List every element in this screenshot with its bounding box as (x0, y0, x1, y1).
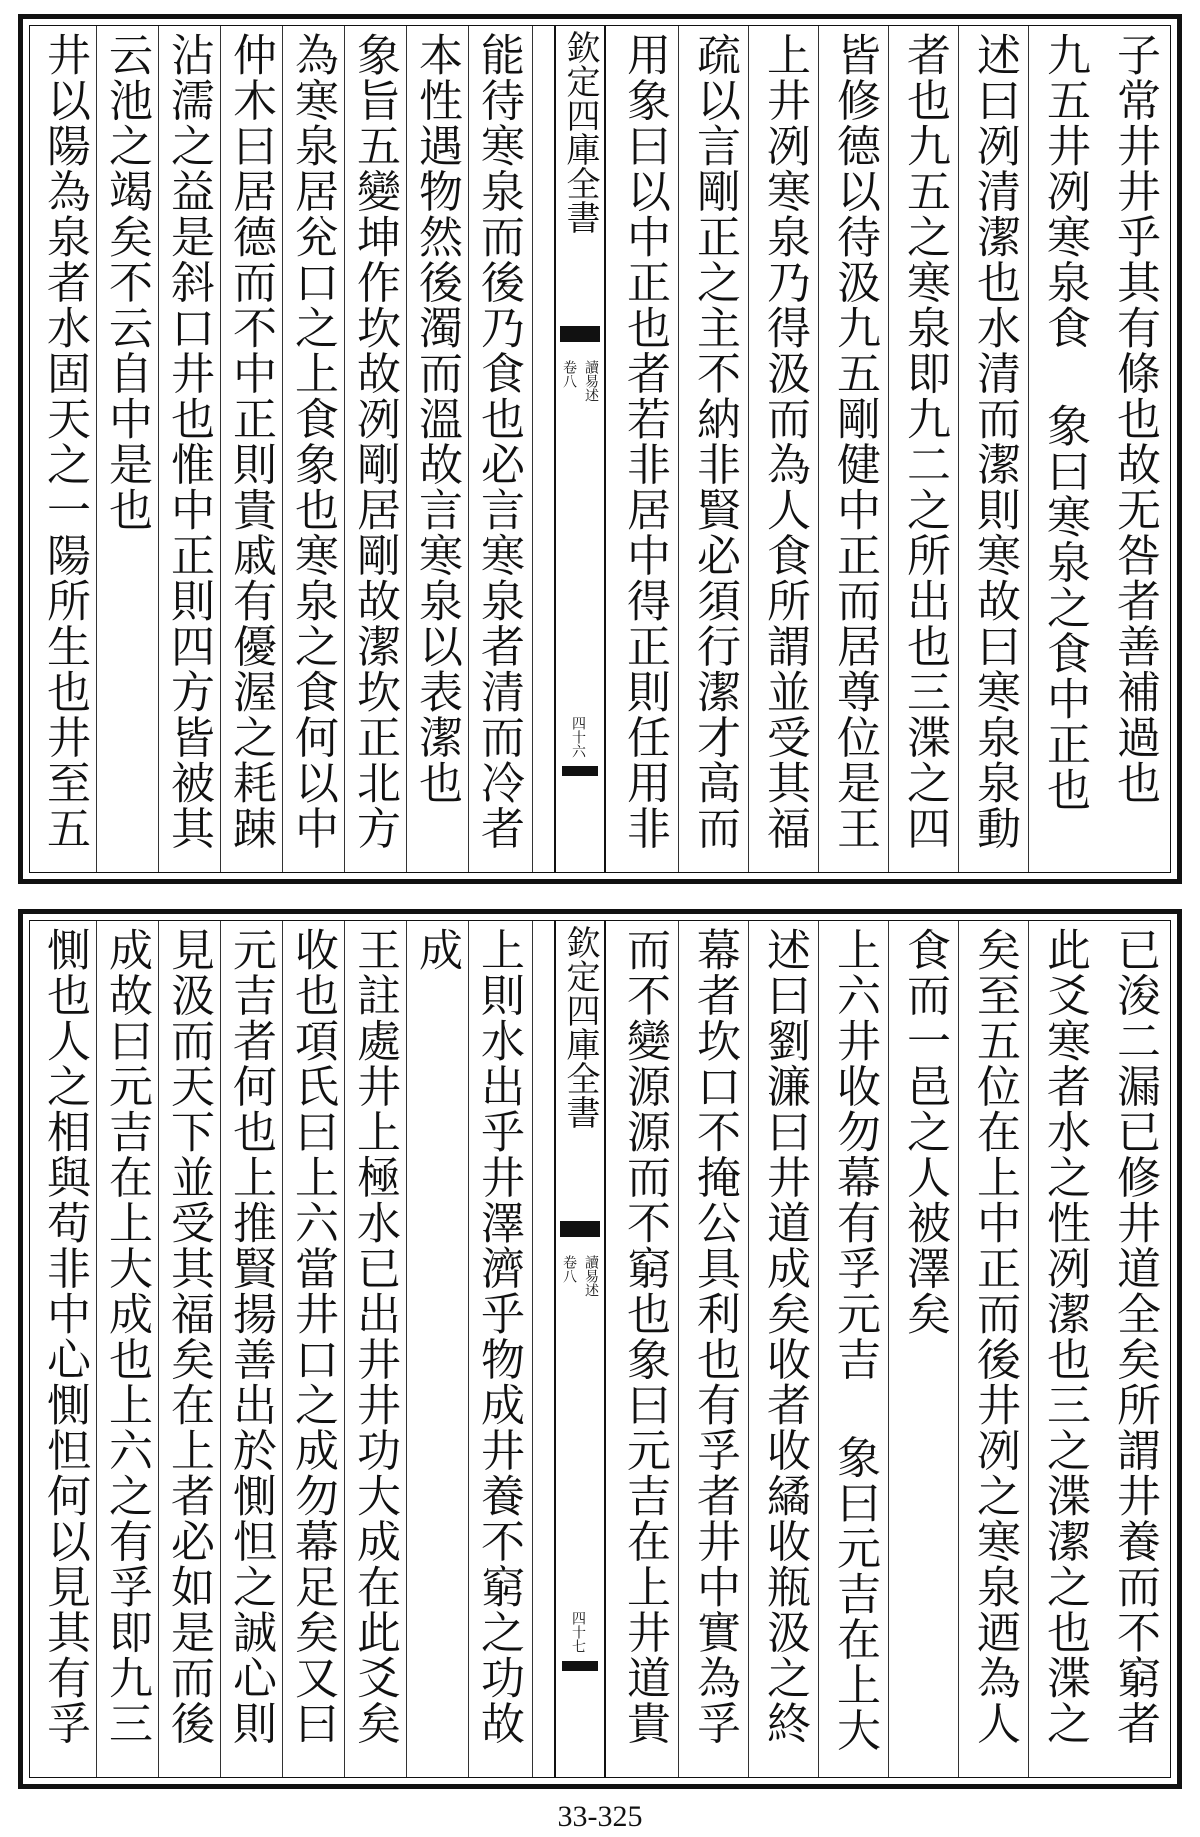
text-column: 王註處井上極水已出井井功大成在此爻矣 (349, 927, 400, 1746)
text-column: 用象曰以中正也者若非居中得正則任用非 (619, 32, 670, 851)
bottom-mark (562, 1661, 598, 1671)
center-title: 欽定四庫全書 (560, 30, 600, 234)
bottom-mark (562, 766, 598, 776)
text-column: 成故曰元吉在上大成也上六之有孚即九三 (101, 927, 152, 1746)
text-column: 元吉者何也上推賢揚善出於惻怛之誠心則 (225, 927, 276, 1746)
text-column: 收也項氏曰上六當井口之成勿幕足矣又曰 (287, 927, 338, 1746)
leaf-number: 四十六 (570, 716, 586, 758)
text-column: 皆修德以待汲九五剛健中正而居尊位是王 (829, 32, 880, 851)
juan-label: 卷八 (561, 1255, 577, 1283)
text-column: 沾濡之益是斜口井也惟中正則四方皆被其 (163, 32, 214, 851)
text-column: 本性遇物然後濁而溫故言寒泉以表潔也 (411, 32, 462, 806)
text-column: 子常井井乎其有條也故无咎者善補過也 (1109, 32, 1160, 806)
text-column: 為寒泉居兊口之上食象也寒泉之食何以中 (287, 32, 338, 851)
bottom-page-frame (29, 920, 1171, 1778)
text-column: 述曰冽清潔也水清而潔則寒故曰寒泉泉動 (969, 32, 1020, 851)
text-column: 仲木曰居德而不中正則貴戚有優渥之耗踈 (225, 32, 276, 851)
book-name: 讀易述 (583, 1255, 599, 1297)
text-column: 此爻寒者水之性冽潔也三之渫潔之也渫之 (1039, 927, 1090, 1746)
fishtail-mark (560, 326, 600, 342)
top-page-frame (29, 25, 1171, 873)
leaf-number: 四十七 (570, 1611, 586, 1653)
page-number: 33-325 (557, 1800, 643, 1833)
text-column: 成 (411, 927, 462, 973)
text-column: 象旨五變坤作坎故冽剛居剛故潔坎正北方 (349, 32, 400, 851)
bottom-page (18, 909, 1182, 1789)
text-column: 矣至五位在上中正而後井冽之寒泉迺為人 (969, 927, 1020, 1746)
text-column: 幕者坎口不掩公具利也有孚者井中實為孚 (689, 927, 740, 1746)
book-name: 讀易述 (583, 360, 599, 402)
text-column: 者也九五之寒泉即九二之所出也三渫之四 (899, 32, 950, 851)
text-column: 上則水出乎井澤濟乎物成井養不窮之功故 (473, 927, 524, 1746)
center-fold (554, 921, 606, 1777)
text-column: 而不變源源而不窮也象曰元吉在上井道貴 (619, 927, 670, 1746)
text-column: 井以陽為泉者水固天之一陽所生也井至五 (39, 32, 90, 851)
text-column: 上六井收勿幕有孚元吉 象曰元吉在上大 (829, 927, 880, 1753)
text-column: 能待寒泉而後乃食也必言寒泉者清而冷者 (473, 32, 524, 851)
juan-label: 卷八 (561, 360, 577, 388)
fishtail-mark (560, 1221, 600, 1237)
text-column: 食而一邑之人被澤矣 (899, 927, 950, 1337)
text-column: 已浚二漏已修井道全矣所謂井養而不窮者 (1109, 927, 1160, 1746)
text-column: 疏以言剛正之主不納非賢必須行潔才高而 (689, 32, 740, 851)
text-column: 惻也人之相與苟非中心惻怛何以見其有孚 (39, 927, 90, 1746)
text-column: 上井冽寒泉乃得汲而為人食所謂並受其福 (759, 32, 810, 851)
top-page (18, 14, 1182, 884)
text-column: 見汲而天下並受其福矣在上者必如是而後 (163, 927, 214, 1746)
center-title: 欽定四庫全書 (560, 925, 600, 1129)
text-column: 述曰劉濂曰井道成矣收者收繘收瓶汲之終 (759, 927, 810, 1746)
text-column: 九五井冽寒泉食 象曰寒泉之食中正也 (1039, 32, 1090, 813)
text-column: 云池之竭矣不云自中是也 (101, 32, 152, 533)
center-fold (554, 26, 606, 872)
